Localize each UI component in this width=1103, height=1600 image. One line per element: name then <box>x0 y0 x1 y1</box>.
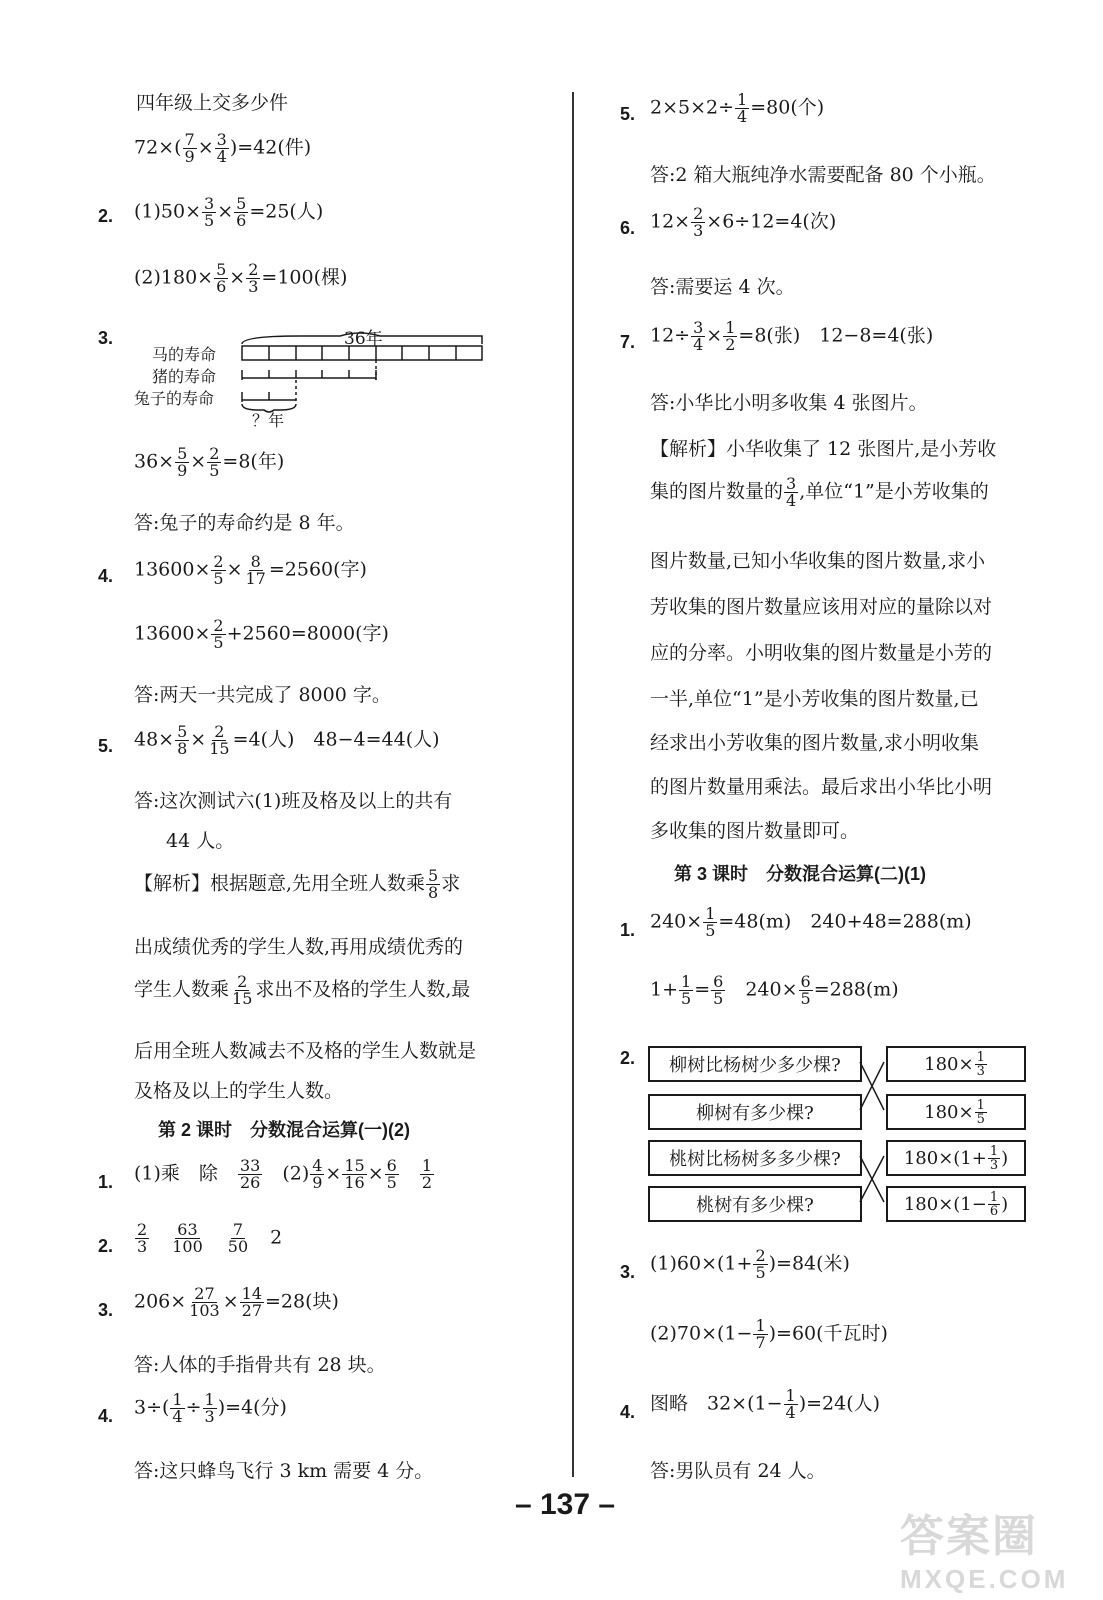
formula-line: 13600× $\frac{2}{5}$ × $\frac{8}{17}$ =2560(字) <box>134 552 367 588</box>
formula-line: 图略 32×(1− $\frac{1}{4}$ )=24(人) <box>650 1386 881 1422</box>
formula-line: 13600× $\frac{2}{5}$ +2560=8000(字) <box>134 616 389 652</box>
formula-line: (2)70×(1− $\frac{1}{7}$ )=60(千瓦时) <box>650 1316 888 1352</box>
formula-line: 206× $\frac{27}{103}$ × $\frac{14}{27}$ =28(块) <box>134 1284 339 1320</box>
formula-line: 36× $\frac{5}{9}$ × $\frac{2}{5}$ =8(年) <box>134 444 285 480</box>
formula-line: (1)50× $\frac{3}{5}$ × $\frac{5}{6}$ =25(人) <box>134 194 324 230</box>
answer-line: 44 人。 <box>166 830 235 852</box>
answer-line: 答:兔子的寿命约是 8 年。 <box>134 512 355 534</box>
analysis-line: 应的分率。小明收集的图片数量是小芳的 <box>650 642 993 664</box>
watermark-title: 答案圈 <box>900 1512 1038 1561</box>
question-number: 3. <box>98 1300 114 1320</box>
analysis-line: 学生人数乘 $\frac{2}{15}$ 求出不及格的学生人数,最 <box>134 972 471 1008</box>
question-number: 5. <box>98 736 114 756</box>
question-number: 6. <box>620 218 636 238</box>
analysis-line: 多收集的图片数量即可。 <box>650 820 860 842</box>
formula-line: 12÷ $\frac{3}{4}$ × $\frac{1}{2}$ =8(张) 12−8=4(张) <box>650 318 934 354</box>
question-number: 4. <box>620 1402 636 1422</box>
match-left-box: 桃树比杨树多多少棵? <box>648 1140 862 1176</box>
question-number: 3. <box>620 1262 636 1282</box>
diagram-label-pig: 猪的寿命 <box>152 367 217 386</box>
analysis-line: 【解析】根据题意,先用全班人数乘 $\frac{5}{8}$ 求 <box>134 866 461 902</box>
formula-line: (1)60×(1+ $\frac{2}{5}$ )=84(米) <box>650 1246 850 1282</box>
question-number: 2. <box>98 206 114 226</box>
question-number: 3. <box>98 328 114 348</box>
answer-line: 答:这只蜂鸟飞行 3 km 需要 4 分。 <box>134 1460 434 1482</box>
match-right-box: 180× $\frac{1}{3}$ <box>886 1046 1026 1082</box>
section-title: 第 2 课时 分数混合运算(一)(2) <box>158 1120 410 1140</box>
question-number: 5. <box>620 104 636 124</box>
formula-line: (1)乘 除 $\frac{33}{26}$ (2) $\frac{4}{9}$ × $\frac{15}{16}$ × $\frac{6}{5}$ $\frac{1}{2}$ <box>134 1156 433 1192</box>
diagram-unknown-label: ？年 <box>252 411 285 430</box>
answer-line: 答:需要运 4 次。 <box>650 276 795 298</box>
match-right-box: 180× $\frac{1}{5}$ <box>886 1094 1026 1130</box>
match-left-box: 柳树比杨树少多少棵? <box>648 1046 862 1082</box>
question-number: 1. <box>620 920 636 940</box>
analysis-line: 芳收集的图片数量应该用对应的量除以对 <box>650 596 993 618</box>
analysis-line: 经求出小芳收集的图片数量,求小明收集 <box>650 732 980 754</box>
formula-line: 48× $\frac{5}{8}$ × $\frac{2}{15}$ =4(人) 48−4=44(人) <box>134 722 440 758</box>
question-number: 4. <box>98 566 114 586</box>
match-left-box: 柳树有多少棵? <box>648 1094 862 1130</box>
answer-line: 答:两天一共完成了 8000 字。 <box>134 684 391 706</box>
formula-line: 3÷( $\frac{1}{4}$ ÷ $\frac{1}{3}$ )=4(分) <box>134 1390 287 1426</box>
watermark <box>900 1500 1070 1594</box>
analysis-line: 【解析】小华收集了 12 张图片,是小芳收 <box>650 438 997 460</box>
text-line: 四年级上交多少件 <box>136 92 289 114</box>
answer-line: 答:人体的手指骨共有 28 块。 <box>134 1354 386 1376</box>
question-number: 2. <box>620 1048 636 1068</box>
analysis-line: 及格及以上的学生人数。 <box>134 1080 344 1102</box>
formula-line: 72×( $\frac{7}{9}$ × $\frac{3}{4}$ )=42(件) <box>134 130 312 166</box>
page-number: – 137 – <box>514 1488 616 1521</box>
analysis-line: 图片数量,已知小华收集的图片数量,求小 <box>650 550 986 572</box>
answer-line: 答:2 箱大瓶纯净水需要配备 80 个小瓶。 <box>650 164 996 186</box>
section-title: 第 3 课时 分数混合运算(二)(1) <box>674 864 926 884</box>
formula-line: $\frac{2}{3}$ $\frac{63}{100}$ $\frac{7}{50}$ 2 <box>137 1220 283 1256</box>
diagram-label-rabbit: 兔子的寿命 <box>134 389 215 408</box>
answer-line: 答:男队员有 24 人。 <box>650 1460 826 1482</box>
formula-line: (2)180× $\frac{5}{6}$ × $\frac{2}{3}$ =100(棵) <box>134 260 348 296</box>
watermark-url: MXQE.COM <box>900 1564 1069 1594</box>
analysis-line: 后用全班人数减去不及格的学生人数就是 <box>134 1040 477 1062</box>
formula-line: 12× $\frac{2}{3}$ ×6÷12=4(次) <box>650 204 837 240</box>
question-number: 1. <box>98 1172 114 1192</box>
analysis-line: 的图片数量用乘法。最后求出小华比小明 <box>650 776 993 798</box>
question-number: 4. <box>98 1406 114 1426</box>
analysis-line: 出成绩优秀的学生人数,再用成绩优秀的 <box>134 936 464 958</box>
formula-line: 2×5×2÷ $\frac{1}{4}$ =80(个) <box>650 90 825 126</box>
match-right-box: 180×(1+ $\frac{1}{3}$ ) <box>886 1140 1026 1176</box>
analysis-line: 集的图片数量的 $\frac{3}{4}$ ,单位“1”是小芳收集的 <box>650 474 989 510</box>
formula-line: 1+ $\frac{1}{5}$ = $\frac{6}{5}$ 240× $\frac{6}{5}$ =288(m) <box>650 972 899 1008</box>
match-left-box: 桃树有多少棵? <box>648 1186 862 1222</box>
answer-line: 答:小华比小明多收集 4 张图片。 <box>650 392 928 414</box>
question-number: 7. <box>620 332 636 352</box>
analysis-line: 一半,单位“1”是小芳收集的图片数量,已 <box>650 688 979 710</box>
diagram-label-horse: 马的寿命 <box>152 345 217 364</box>
diagram-total-label: 36年 <box>344 329 383 349</box>
answer-line: 答:这次测试六(1)班及格及以上的共有 <box>134 790 453 812</box>
formula-line: 240× $\frac{1}{5}$ =48(m) 240+48=288(m) <box>650 904 972 940</box>
question-number: 2. <box>98 1236 114 1256</box>
match-right-box: 180×(1− $\frac{1}{6}$ ) <box>886 1186 1026 1222</box>
